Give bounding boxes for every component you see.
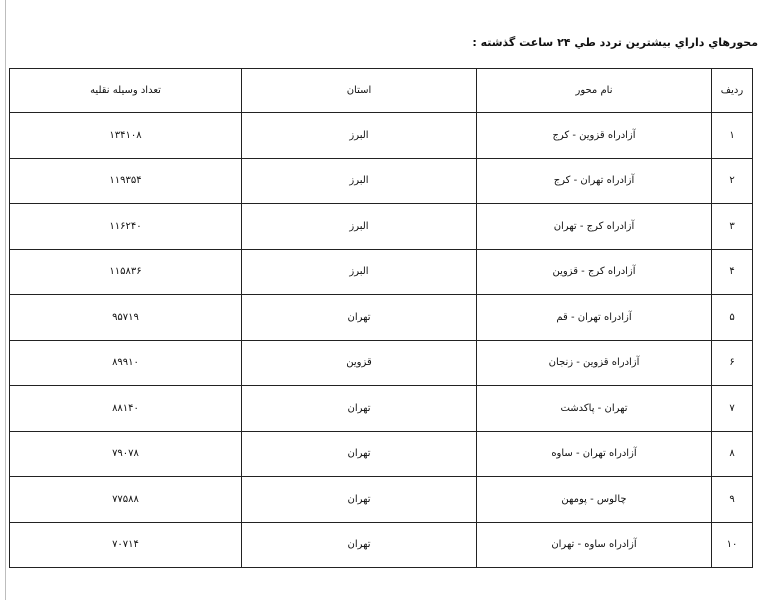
traffic-table [9,68,753,568]
table-row [10,477,753,523]
row-province: البرز [242,113,477,159]
page-edge-line [5,0,6,600]
row-index: ۸ [712,431,753,477]
row-road-name: تهران - پاکدشت [477,386,712,432]
table-row [10,431,753,477]
row-index: ۳ [712,204,753,250]
row-index: ۷ [712,386,753,432]
row-road-name: چالوس - پومهن [477,477,712,523]
row-vehicle-count: ۱۱۹۳۵۴ [10,158,242,204]
row-province: تهران [242,431,477,477]
table-row [10,522,753,568]
row-vehicle-count: ۷۷۵۸۸ [10,477,242,523]
row-index: ۹ [712,477,753,523]
row-vehicle-count: ۷۰۷۱۴ [10,522,242,568]
row-index: ۱ [712,113,753,159]
table-header-row [10,69,753,113]
row-index: ۶ [712,340,753,386]
header-province: استان [242,69,477,113]
table-row [10,249,753,295]
header-road-name: نام محور [477,69,712,113]
row-vehicle-count: ۸۸۱۴۰ [10,386,242,432]
row-province: تهران [242,295,477,341]
row-road-name: آزادراه قزوين - زنجان [477,340,712,386]
row-road-name: آزادراه تهران - کرج [477,158,712,204]
row-index: ۴ [712,249,753,295]
row-road-name: آزادراه تهران - قم [477,295,712,341]
row-road-name: آزادراه کرج - قزوين [477,249,712,295]
table-row [10,204,753,250]
row-province: تهران [242,522,477,568]
row-index: ۱۰ [712,522,753,568]
row-province: البرز [242,249,477,295]
row-road-name: آزادراه تهران - ساوه [477,431,712,477]
row-province: قزوين [242,340,477,386]
header-index: رديف [712,69,753,113]
row-province: تهران [242,477,477,523]
row-index: ۵ [712,295,753,341]
row-province: البرز [242,158,477,204]
row-vehicle-count: ۷۹۰۷۸ [10,431,242,477]
header-vehicle-count: تعداد وسيله نقليه [10,69,242,113]
table-row [10,295,753,341]
row-index: ۲ [712,158,753,204]
table-row [10,340,753,386]
row-road-name: آزادراه کرج - تهران [477,204,712,250]
row-vehicle-count: ۱۳۴۱۰۸ [10,113,242,159]
table-caption: محورهاي داراي بيشترين تردد طي ۲۴ ساعت گذشته : [472,36,758,49]
table-row [10,158,753,204]
row-province: البرز [242,204,477,250]
row-vehicle-count: ۸۹۹۱۰ [10,340,242,386]
table-row [10,386,753,432]
row-road-name: آزادراه قزوين - کرج [477,113,712,159]
row-vehicle-count: ۱۱۵۸۳۶ [10,249,242,295]
table-row [10,113,753,159]
row-road-name: آزادراه ساوه - تهران [477,522,712,568]
row-vehicle-count: ۹۵۷۱۹ [10,295,242,341]
row-province: تهران [242,386,477,432]
row-vehicle-count: ۱۱۶۲۴۰ [10,204,242,250]
